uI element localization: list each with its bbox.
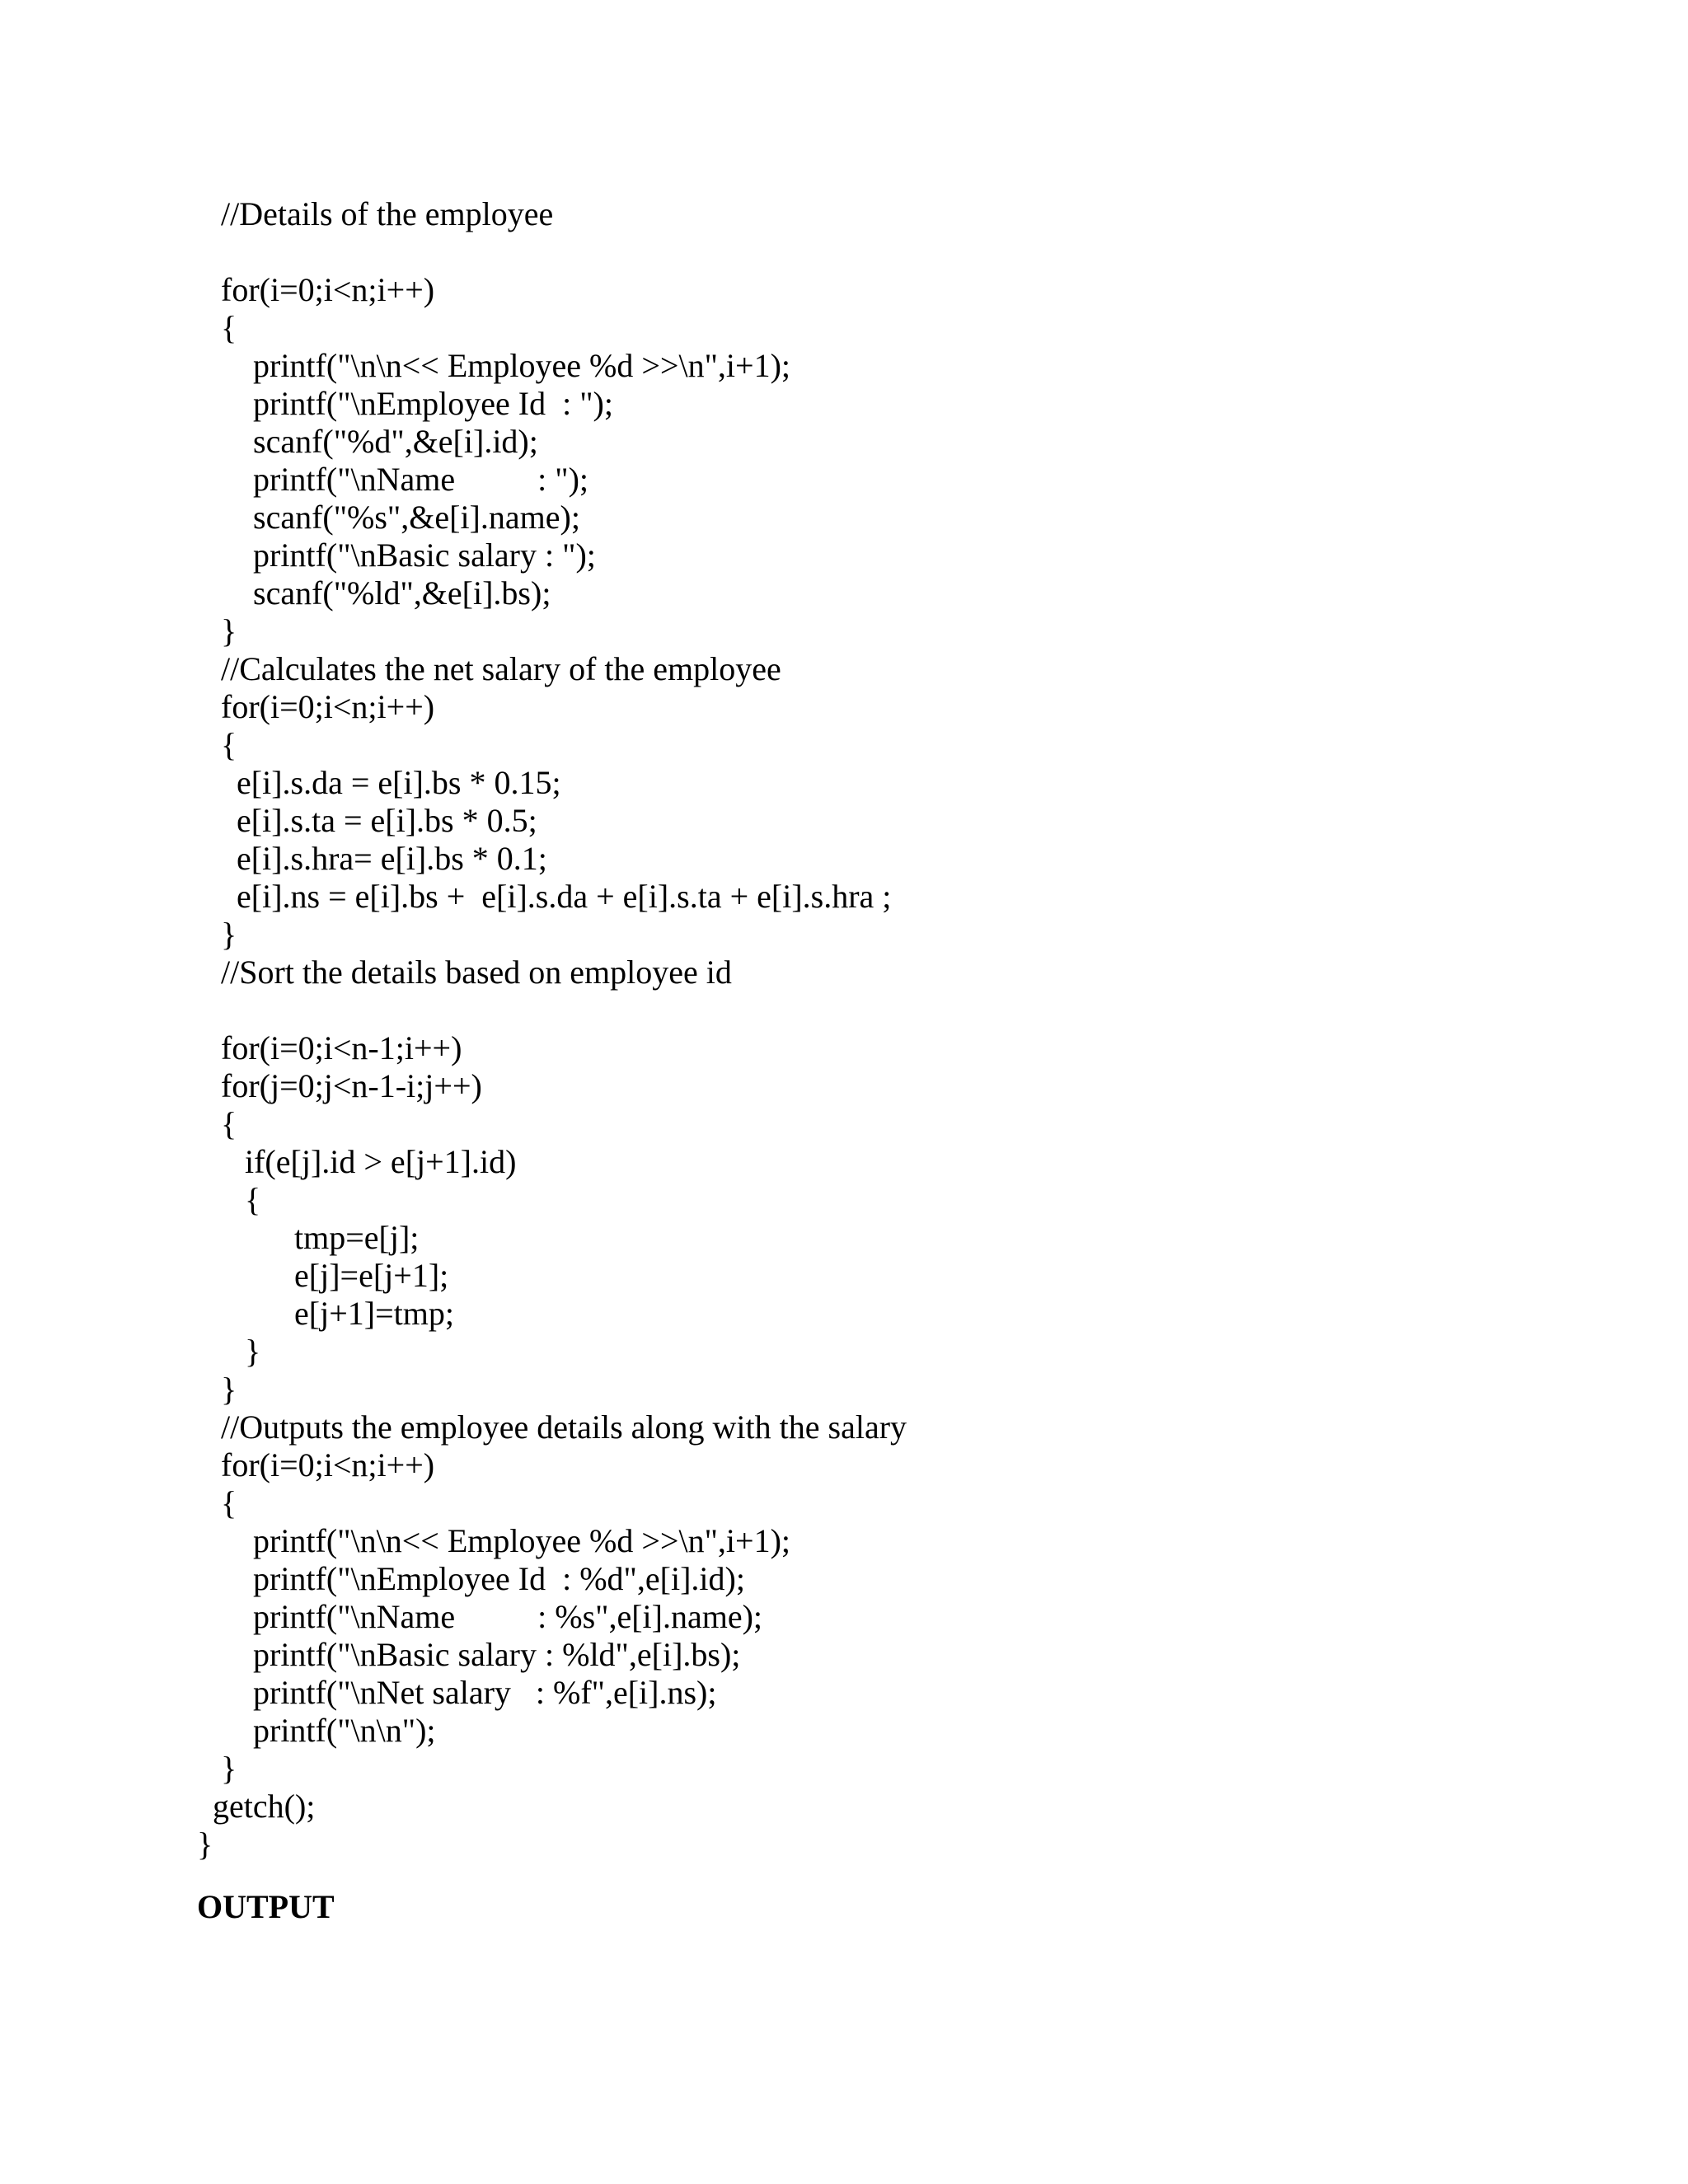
if-close-brace: } [245,1333,261,1370]
code-line: e[i].s.hra= e[i].bs * 0.1; [237,840,547,877]
main-close-brace: } [197,1825,213,1863]
input-loop-close-brace: } [221,612,237,649]
output-loop-close-brace: } [221,1750,237,1787]
input-loop-open-brace: { [221,309,237,346]
input-loop-header: for(i=0;i<n;i++) [221,271,435,308]
code-line: printf("\nEmployee Id : %d",e[i].id); [253,1560,745,1597]
sort-outer-loop-header: for(i=0;i<n-1;i++) [221,1029,462,1066]
if-open-brace: { [245,1181,261,1218]
output-loop-open-brace: { [221,1484,237,1521]
code-line: e[i].s.da = e[i].bs * 0.15; [237,764,561,801]
code-line: printf("\nBasic salary : "); [253,537,596,574]
calc-loop-header: for(i=0;i<n;i++) [221,688,435,725]
code-line: tmp=e[j]; [294,1219,420,1256]
comment-sort-details: //Sort the details based on employee id [221,954,732,991]
code-line: e[i].s.ta = e[i].bs * 0.5; [237,802,537,839]
code-line: printf("\nName : %s",e[i].name); [253,1598,763,1635]
code-line: e[i].ns = e[i].bs + e[i].s.da + e[i].s.ta + e[i].s.hra ; [237,878,892,915]
calc-loop-open-brace: { [221,726,237,763]
comment-calculates-net-salary: //Calculates the net salary of the employee [221,650,781,687]
code-line: printf("\nBasic salary : %ld",e[i].bs); [253,1636,741,1673]
code-line: printf("\n\n<< Employee %d >>\n",i+1); [253,1522,791,1559]
code-line: printf("\nName : "); [253,461,589,498]
sort-loop-open-brace: { [221,1105,237,1142]
code-line: e[j+1]=tmp; [294,1295,454,1332]
sort-inner-loop-header: for(j=0;j<n-1-i;j++) [221,1067,482,1104]
output-heading: OUTPUT [197,1888,335,1925]
code-line: printf("\nNet salary : %f",e[i].ns); [253,1674,717,1711]
code-line: if(e[j].id > e[j+1].id) [245,1143,517,1180]
comment-outputs-details: //Outputs the employee details along with the salary [221,1408,907,1446]
code-line: printf("\n\n<< Employee %d >>\n",i+1); [253,347,791,384]
code-line: scanf("%s",&e[i].name); [253,499,580,536]
code-line: scanf("%d",&e[i].id); [253,423,538,460]
code-line: scanf("%ld",&e[i].bs); [253,574,551,612]
code-line: getch(); [213,1788,316,1825]
comment-details-of-employee: //Details of the employee [221,195,554,232]
output-loop-header: for(i=0;i<n;i++) [221,1446,435,1483]
sort-loop-close-brace: } [221,1371,237,1408]
calc-loop-close-brace: } [221,916,237,953]
code-line: printf("\nEmployee Id : "); [253,385,613,422]
code-line: e[j]=e[j+1]; [294,1257,449,1294]
code-line: printf("\n\n"); [253,1712,436,1749]
